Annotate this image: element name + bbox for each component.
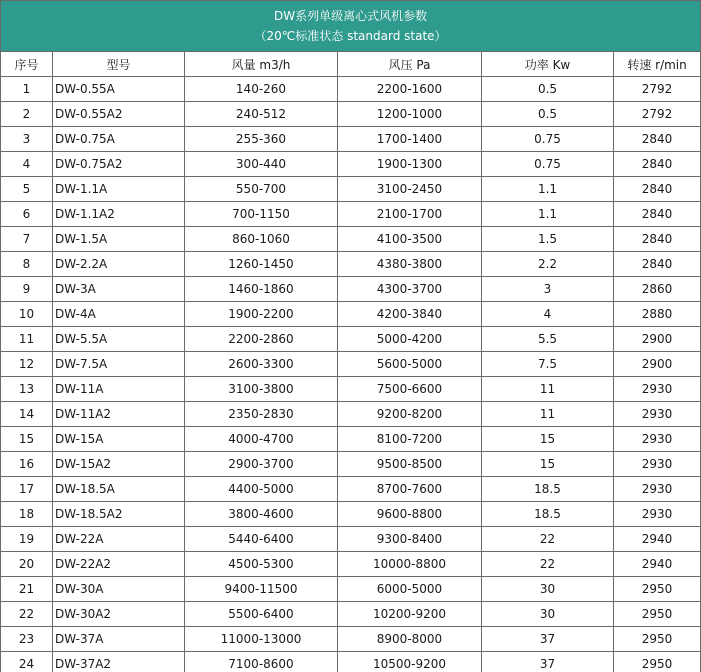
cell-airflow: 2600-3300 — [185, 352, 338, 377]
cell-index: 15 — [1, 427, 53, 452]
cell-model: DW-22A — [53, 527, 185, 552]
cell-power: 0.75 — [482, 152, 614, 177]
table-row — [1, 127, 701, 152]
header-row — [1, 52, 701, 77]
cell-speed: 2840 — [614, 177, 701, 202]
cell-model: DW-11A — [53, 377, 185, 402]
cell-airflow: 5440-6400 — [185, 527, 338, 552]
cell-pressure: 2100-1700 — [338, 202, 482, 227]
cell-index: 24 — [1, 652, 53, 672]
cell-index: 2 — [1, 102, 53, 127]
cell-airflow: 9400-11500 — [185, 577, 338, 602]
cell-airflow: 1900-2200 — [185, 302, 338, 327]
cell-power: 1.5 — [482, 227, 614, 252]
cell-power: 0.75 — [482, 127, 614, 152]
table-row — [1, 552, 701, 577]
table-row — [1, 252, 701, 277]
cell-model: DW-0.75A2 — [53, 152, 185, 177]
cell-pressure: 9300-8400 — [338, 527, 482, 552]
table-row — [1, 502, 701, 527]
table-row — [1, 602, 701, 627]
cell-model: DW-30A2 — [53, 602, 185, 627]
cell-index: 4 — [1, 152, 53, 177]
cell-power: 4 — [482, 302, 614, 327]
cell-power: 30 — [482, 577, 614, 602]
cell-airflow: 2200-2860 — [185, 327, 338, 352]
cell-power: 18.5 — [482, 502, 614, 527]
cell-pressure: 10000-8800 — [338, 552, 482, 577]
cell-power: 22 — [482, 527, 614, 552]
cell-speed: 2930 — [614, 477, 701, 502]
cell-pressure: 1900-1300 — [338, 152, 482, 177]
cell-speed: 2930 — [614, 402, 701, 427]
cell-model: DW-1.1A2 — [53, 202, 185, 227]
cell-power: 5.5 — [482, 327, 614, 352]
cell-speed: 2792 — [614, 102, 701, 127]
cell-speed: 2950 — [614, 602, 701, 627]
cell-pressure: 4300-3700 — [338, 277, 482, 302]
cell-model: DW-37A — [53, 627, 185, 652]
cell-airflow: 11000-13000 — [185, 627, 338, 652]
cell-speed: 2950 — [614, 577, 701, 602]
cell-speed: 2940 — [614, 552, 701, 577]
table-row — [1, 352, 701, 377]
cell-model: DW-4A — [53, 302, 185, 327]
cell-power: 11 — [482, 402, 614, 427]
cell-airflow: 255-360 — [185, 127, 338, 152]
table-row — [1, 102, 701, 127]
cell-power: 2.2 — [482, 252, 614, 277]
cell-airflow: 4400-5000 — [185, 477, 338, 502]
cell-power: 18.5 — [482, 477, 614, 502]
cell-speed: 2880 — [614, 302, 701, 327]
cell-airflow: 860-1060 — [185, 227, 338, 252]
cell-model: DW-22A2 — [53, 552, 185, 577]
cell-index: 3 — [1, 127, 53, 152]
cell-speed: 2840 — [614, 127, 701, 152]
cell-pressure: 6000-5000 — [338, 577, 482, 602]
cell-model: DW-30A — [53, 577, 185, 602]
cell-index: 23 — [1, 627, 53, 652]
table-row — [1, 652, 701, 672]
cell-pressure: 9500-8500 — [338, 452, 482, 477]
cell-model: DW-1.5A — [53, 227, 185, 252]
table-row — [1, 627, 701, 652]
cell-pressure: 8100-7200 — [338, 427, 482, 452]
table-row — [1, 477, 701, 502]
cell-pressure: 1200-1000 — [338, 102, 482, 127]
cell-pressure: 9600-8800 — [338, 502, 482, 527]
cell-speed: 2840 — [614, 202, 701, 227]
table-title-main: DW系列单级离心式风机参数 — [273, 9, 428, 23]
cell-power: 0.5 — [482, 102, 614, 127]
cell-pressure: 9200-8200 — [338, 402, 482, 427]
cell-airflow: 5500-6400 — [185, 602, 338, 627]
cell-airflow: 1260-1450 — [185, 252, 338, 277]
table-row — [1, 302, 701, 327]
cell-airflow: 240-512 — [185, 102, 338, 127]
cell-index: 21 — [1, 577, 53, 602]
cell-power: 11 — [482, 377, 614, 402]
header-index: 序号 — [1, 52, 53, 77]
cell-speed: 2930 — [614, 427, 701, 452]
cell-index: 9 — [1, 277, 53, 302]
cell-airflow: 300-440 — [185, 152, 338, 177]
title-row — [1, 1, 701, 52]
cell-airflow: 700-1150 — [185, 202, 338, 227]
cell-index: 18 — [1, 502, 53, 527]
cell-speed: 2950 — [614, 627, 701, 652]
cell-model: DW-18.5A2 — [53, 502, 185, 527]
cell-pressure: 2200-1600 — [338, 77, 482, 102]
table-row — [1, 202, 701, 227]
cell-speed: 2900 — [614, 352, 701, 377]
table-row — [1, 377, 701, 402]
cell-model: DW-1.1A — [53, 177, 185, 202]
cell-power: 37 — [482, 627, 614, 652]
cell-model: DW-18.5A — [53, 477, 185, 502]
cell-pressure: 4200-3840 — [338, 302, 482, 327]
cell-speed: 2930 — [614, 502, 701, 527]
cell-pressure: 1700-1400 — [338, 127, 482, 152]
cell-model: DW-3A — [53, 277, 185, 302]
table-row — [1, 152, 701, 177]
cell-power: 0.5 — [482, 77, 614, 102]
header-speed: 转速 r/min — [614, 52, 701, 77]
cell-power: 22 — [482, 552, 614, 577]
header-pressure: 风压 Pa — [338, 52, 482, 77]
cell-index: 16 — [1, 452, 53, 477]
table-row — [1, 227, 701, 252]
cell-airflow: 4000-4700 — [185, 427, 338, 452]
cell-airflow: 3800-4600 — [185, 502, 338, 527]
cell-index: 19 — [1, 527, 53, 552]
cell-model: DW-0.55A — [53, 77, 185, 102]
cell-pressure: 7500-6600 — [338, 377, 482, 402]
cell-index: 10 — [1, 302, 53, 327]
table-row — [1, 177, 701, 202]
cell-index: 7 — [1, 227, 53, 252]
cell-pressure: 4380-3800 — [338, 252, 482, 277]
cell-index: 22 — [1, 602, 53, 627]
cell-model: DW-15A2 — [53, 452, 185, 477]
cell-airflow: 1460-1860 — [185, 277, 338, 302]
table-title-sub: （20℃标准状态 standard state） — [254, 29, 447, 43]
header-power: 功率 Kw — [482, 52, 614, 77]
cell-power: 1.1 — [482, 177, 614, 202]
cell-speed: 2950 — [614, 652, 701, 672]
cell-speed: 2840 — [614, 252, 701, 277]
cell-airflow: 550-700 — [185, 177, 338, 202]
table-row — [1, 402, 701, 427]
header-airflow: 风量 m3/h — [185, 52, 338, 77]
cell-index: 8 — [1, 252, 53, 277]
cell-power: 15 — [482, 427, 614, 452]
table-row — [1, 327, 701, 352]
cell-airflow: 3100-3800 — [185, 377, 338, 402]
cell-speed: 2940 — [614, 527, 701, 552]
cell-power: 7.5 — [482, 352, 614, 377]
header-model: 型号 — [53, 52, 185, 77]
cell-speed: 2840 — [614, 152, 701, 177]
table-title — [1, 1, 701, 52]
cell-model: DW-37A2 — [53, 652, 185, 672]
cell-index: 6 — [1, 202, 53, 227]
cell-model: DW-0.75A — [53, 127, 185, 152]
cell-index: 12 — [1, 352, 53, 377]
cell-speed: 2900 — [614, 327, 701, 352]
table-row — [1, 427, 701, 452]
cell-pressure: 8700-7600 — [338, 477, 482, 502]
cell-speed: 2792 — [614, 77, 701, 102]
cell-pressure: 8900-8000 — [338, 627, 482, 652]
cell-airflow: 2900-3700 — [185, 452, 338, 477]
table-row — [1, 527, 701, 552]
cell-model: DW-7.5A — [53, 352, 185, 377]
table-row — [1, 77, 701, 102]
cell-airflow: 140-260 — [185, 77, 338, 102]
cell-speed: 2840 — [614, 227, 701, 252]
cell-model: DW-2.2A — [53, 252, 185, 277]
cell-pressure: 4100-3500 — [338, 227, 482, 252]
cell-model: DW-15A — [53, 427, 185, 452]
cell-speed: 2860 — [614, 277, 701, 302]
cell-index: 17 — [1, 477, 53, 502]
cell-speed: 2930 — [614, 377, 701, 402]
cell-model: DW-0.55A2 — [53, 102, 185, 127]
cell-power: 3 — [482, 277, 614, 302]
cell-pressure: 10500-9200 — [338, 652, 482, 672]
cell-power: 37 — [482, 652, 614, 672]
cell-pressure: 5600-5000 — [338, 352, 482, 377]
table-row — [1, 277, 701, 302]
cell-index: 11 — [1, 327, 53, 352]
cell-power: 15 — [482, 452, 614, 477]
table-row — [1, 452, 701, 477]
cell-index: 5 — [1, 177, 53, 202]
cell-airflow: 7100-8600 — [185, 652, 338, 672]
cell-power: 1.1 — [482, 202, 614, 227]
cell-model: DW-11A2 — [53, 402, 185, 427]
cell-pressure: 10200-9200 — [338, 602, 482, 627]
cell-pressure: 5000-4200 — [338, 327, 482, 352]
cell-index: 1 — [1, 77, 53, 102]
cell-power: 30 — [482, 602, 614, 627]
cell-index: 20 — [1, 552, 53, 577]
cell-speed: 2930 — [614, 452, 701, 477]
cell-model: DW-5.5A — [53, 327, 185, 352]
cell-airflow: 4500-5300 — [185, 552, 338, 577]
cell-index: 14 — [1, 402, 53, 427]
cell-pressure: 3100-2450 — [338, 177, 482, 202]
table-row — [1, 577, 701, 602]
cell-index: 13 — [1, 377, 53, 402]
cell-airflow: 2350-2830 — [185, 402, 338, 427]
